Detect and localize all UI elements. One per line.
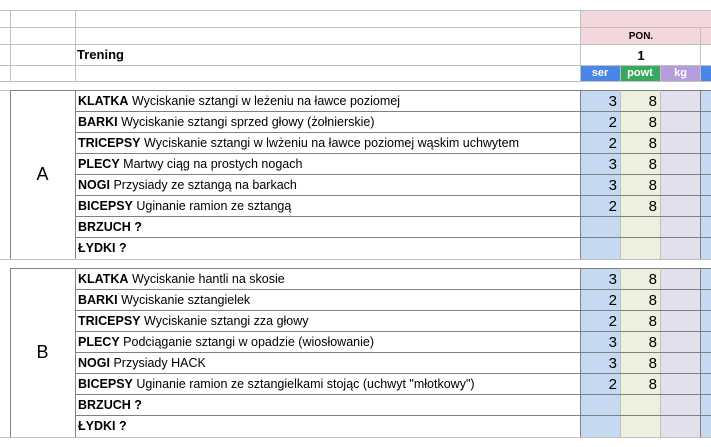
muscle-group: NOGI [78, 178, 110, 192]
powt-cell[interactable]: 8 [648, 271, 657, 288]
muscle-group: ŁYDKI ? [78, 419, 127, 433]
powt-cell[interactable]: 8 [648, 355, 657, 372]
training-number: 1 [637, 47, 645, 63]
exercise-name: Przysiady ze sztangą na barkach [113, 178, 297, 192]
powt-cell[interactable]: 8 [648, 198, 657, 215]
block-label[interactable]: A [36, 164, 49, 184]
kg-cell[interactable] [661, 154, 700, 174]
exercise-text [78, 419, 127, 433]
day-header-bg-top [581, 10, 711, 27]
powt-cell[interactable]: 8 [648, 313, 657, 330]
exercise-text [78, 220, 142, 234]
exercise-name: Wyciskanie hantli na skosie [131, 272, 285, 286]
exercise-text [78, 178, 297, 192]
exercise-row[interactable] [76, 196, 580, 216]
exercise-text [78, 199, 291, 213]
powt-cell[interactable]: 8 [648, 334, 657, 351]
ser-cell[interactable]: 2 [608, 292, 617, 309]
next-day-header-bg [701, 28, 711, 45]
kg-cell[interactable] [661, 238, 700, 258]
kg-cell[interactable] [661, 332, 700, 352]
kg-cell[interactable] [661, 353, 700, 373]
exercise-text [78, 377, 475, 391]
block-label[interactable]: B [36, 342, 49, 362]
next-column-fill [701, 91, 711, 259]
exercise-text [78, 157, 302, 171]
powt-cell[interactable]: 8 [648, 376, 657, 393]
grid-line [0, 81, 711, 82]
ser-cell[interactable]: 3 [608, 334, 617, 351]
kg-cell[interactable] [661, 196, 700, 216]
exercise-text [78, 136, 519, 150]
ser-cell[interactable]: 3 [608, 156, 617, 173]
grid-line [10, 10, 11, 82]
exercise-row[interactable] [76, 91, 580, 111]
grid-line [700, 90, 701, 260]
powt-cell[interactable]: 8 [648, 114, 657, 131]
ser-cell[interactable]: 2 [608, 114, 617, 131]
kg-cell[interactable] [661, 374, 700, 394]
training-label-cell[interactable] [75, 45, 580, 65]
exercise-text [78, 241, 127, 255]
muscle-group: KLATKA [78, 272, 129, 286]
kg-cell[interactable] [661, 175, 700, 195]
exercise-row[interactable] [76, 353, 580, 373]
muscle-group: NOGI [78, 356, 110, 370]
muscle-group: PLECY [78, 157, 120, 171]
powt-cell[interactable]: 8 [648, 156, 657, 173]
exercise-row[interactable] [76, 374, 580, 394]
exercise-row[interactable] [76, 332, 580, 352]
exercise-name: Wyciskanie sztangi w lwżeniu na ławce poziomej wąskim uchwytem [144, 136, 520, 150]
kg-cell[interactable] [661, 290, 700, 310]
exercise-text [78, 293, 250, 307]
powt-cell[interactable]: 8 [648, 292, 657, 309]
exercise-row[interactable] [76, 154, 580, 174]
ser-cell[interactable]: 2 [608, 376, 617, 393]
muscle-group: ŁYDKI ? [78, 241, 127, 255]
ser-cell[interactable]: 3 [608, 355, 617, 372]
exercise-row[interactable] [76, 269, 580, 289]
muscle-group: BRZUCH ? [78, 398, 142, 412]
ser-cell[interactable]: 3 [608, 271, 617, 288]
ser-cell[interactable]: 2 [608, 198, 617, 215]
kg-cell[interactable] [661, 91, 700, 111]
ser-cell[interactable]: 3 [608, 177, 617, 194]
exercise-name: Podciąganie sztangi w opadzie (wiosłowanie) [123, 335, 375, 349]
exercise-row[interactable] [76, 238, 580, 258]
kg-cell[interactable] [661, 112, 700, 132]
day-label: PON. [628, 31, 654, 42]
muscle-group: BARKI [78, 293, 118, 307]
exercise-name: Wyciskanie sztangi sprzed głowy (żołnierskie) [121, 115, 375, 129]
kg-cell[interactable] [661, 395, 700, 415]
exercise-row[interactable] [76, 290, 580, 310]
kg-cell[interactable] [661, 133, 700, 153]
grid-line [0, 437, 711, 438]
muscle-group: BRZUCH ? [78, 220, 142, 234]
grid-line [0, 259, 711, 260]
exercise-text [78, 94, 400, 108]
exercise-text [78, 398, 142, 412]
exercise-row[interactable] [76, 416, 580, 436]
kg-cell[interactable] [661, 311, 700, 331]
kg-cell[interactable] [661, 217, 700, 237]
column-header-kg[interactable]: kg [674, 67, 687, 79]
ser-cell[interactable]: 3 [608, 93, 617, 110]
exercise-text [78, 314, 309, 328]
grid-line [0, 10, 711, 11]
muscle-group: BARKI [78, 115, 118, 129]
exercise-name: Uginanie ramion ze sztangielkami stojąc (uchwyt "młotkowy") [136, 377, 475, 391]
muscle-group: BICEPSY [78, 199, 133, 213]
kg-cell[interactable] [661, 416, 700, 436]
powt-cell[interactable]: 8 [648, 135, 657, 152]
muscle-group: PLECY [78, 335, 120, 349]
exercise-name: Wyciskanie sztangi zza głowy [144, 314, 309, 328]
exercise-name: Wyciskanie sztangielek [121, 293, 251, 307]
ser-cell[interactable]: 2 [608, 313, 617, 330]
grid-line [700, 268, 701, 438]
exercise-name: Martwy ciąg na prostych nogach [123, 157, 303, 171]
exercise-row[interactable] [76, 175, 580, 195]
exercise-row[interactable] [76, 112, 580, 132]
next-column-fill [701, 269, 711, 437]
exercise-name: Wyciskanie sztangi w leżeniu na ławce poziomej [131, 94, 401, 108]
exercise-text [78, 272, 285, 286]
exercise-text [78, 335, 374, 349]
column-header-ser[interactable]: ser [591, 67, 609, 79]
exercise-text [78, 356, 206, 370]
muscle-group: TRICEPSY [78, 136, 141, 150]
next-header-bg [701, 66, 711, 81]
exercise-name: Uginanie ramion ze sztangą [136, 199, 292, 213]
muscle-group: TRICEPSY [78, 314, 141, 328]
exercise-row[interactable] [76, 395, 580, 415]
training-label: Trening [77, 47, 124, 62]
exercise-row[interactable] [76, 217, 580, 237]
exercise-name: Przysiady HACK [113, 356, 206, 370]
column-header-powt[interactable]: powt [627, 67, 653, 79]
muscle-group: KLATKA [78, 94, 129, 108]
kg-cell[interactable] [661, 269, 700, 289]
ser-cell[interactable]: 2 [608, 135, 617, 152]
exercise-row[interactable] [76, 133, 580, 153]
exercise-text [78, 115, 375, 129]
exercise-row[interactable] [76, 311, 580, 331]
day-header-cell[interactable] [581, 28, 701, 45]
powt-cell[interactable]: 8 [648, 93, 657, 110]
muscle-group: BICEPSY [78, 377, 133, 391]
training-number-cell[interactable] [581, 45, 701, 65]
powt-cell[interactable]: 8 [648, 177, 657, 194]
